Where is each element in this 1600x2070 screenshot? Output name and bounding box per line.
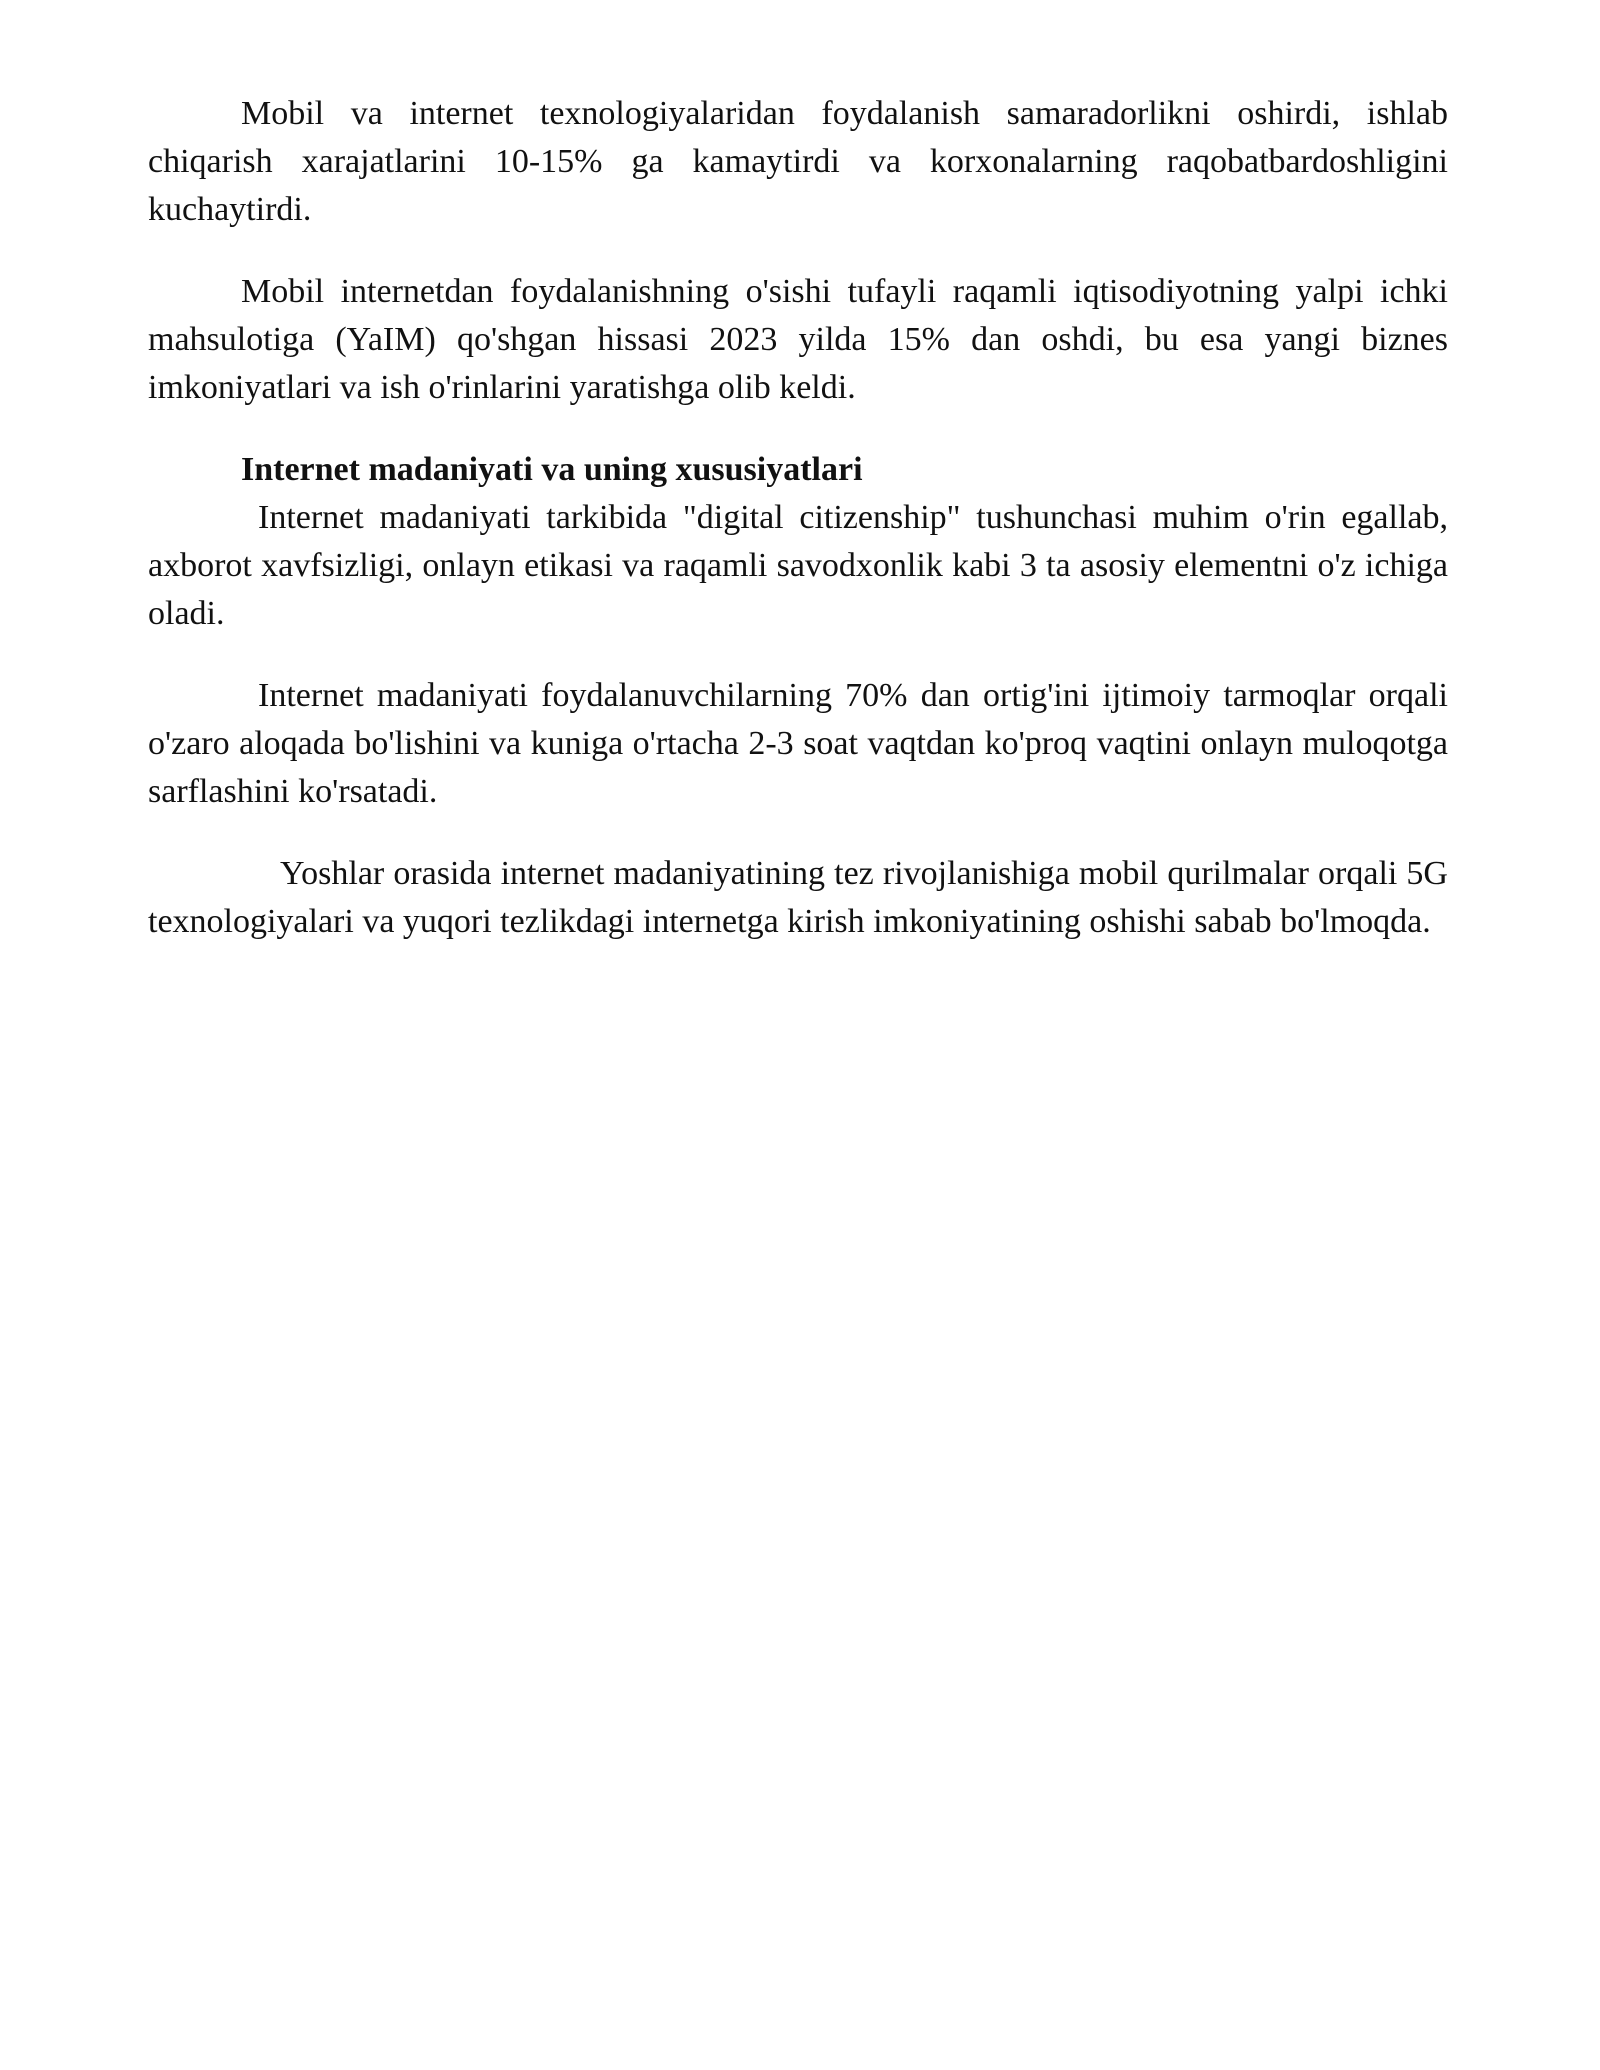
paragraph-gdp-contribution: Mobil internetdan foydalanishning o'sishi tufayli raqamli iqtisodiyotning yalpi ichki mahsulotiga (YaIM) qo'shgan hissasi 2023 yilda 15% dan oshdi, bu esa yangi biznes imkoniyatlari va ish o'rinlarini yaratishga olib keldi.	[148, 273, 1448, 406]
section-heading: Internet madaniyati va uning xususiyatlari	[241, 451, 863, 488]
paragraph-social-networks: Internet madaniyati foydalanuvchilarning 70% dan ortig'ini ijtimoiy tarmoqlar orqali o'zaro aloqada bo'lishini va kuniga o'rtacha 2-3 soat vaqtdan ko'proq vaqtini onlayn muloqotga sarflashini ko'rsatadi.	[148, 677, 1448, 810]
document-page	[148, 90, 1448, 946]
paragraph-digital-citizenship: Internet madaniyati tarkibida "digital citizenship" tushunchasi muhim o'rin egallab, axborot xavfsizligi, onlayn etikasi va raqamli savodxonlik kabi 3 ta asosiy elementni o'z ichiga oladi.	[148, 499, 1448, 632]
paragraph-youth-5g: Yoshlar orasida internet madaniyatining tez rivojlanishiga mobil qurilmalar orqali 5G texnologiyalari va yuqori tezlikdagi internetga kirish imkoniyatining oshishi sabab bo'lmoqda.	[148, 855, 1448, 940]
paragraph-productivity: Mobil va internet texnologiyalaridan foydalanish samaradorlikni oshirdi, ishlab chiqarish xarajatlarini 10-15% ga kamaytirdi va korxonalarning raqobatbardoshligini kuchaytirdi.	[148, 95, 1448, 228]
